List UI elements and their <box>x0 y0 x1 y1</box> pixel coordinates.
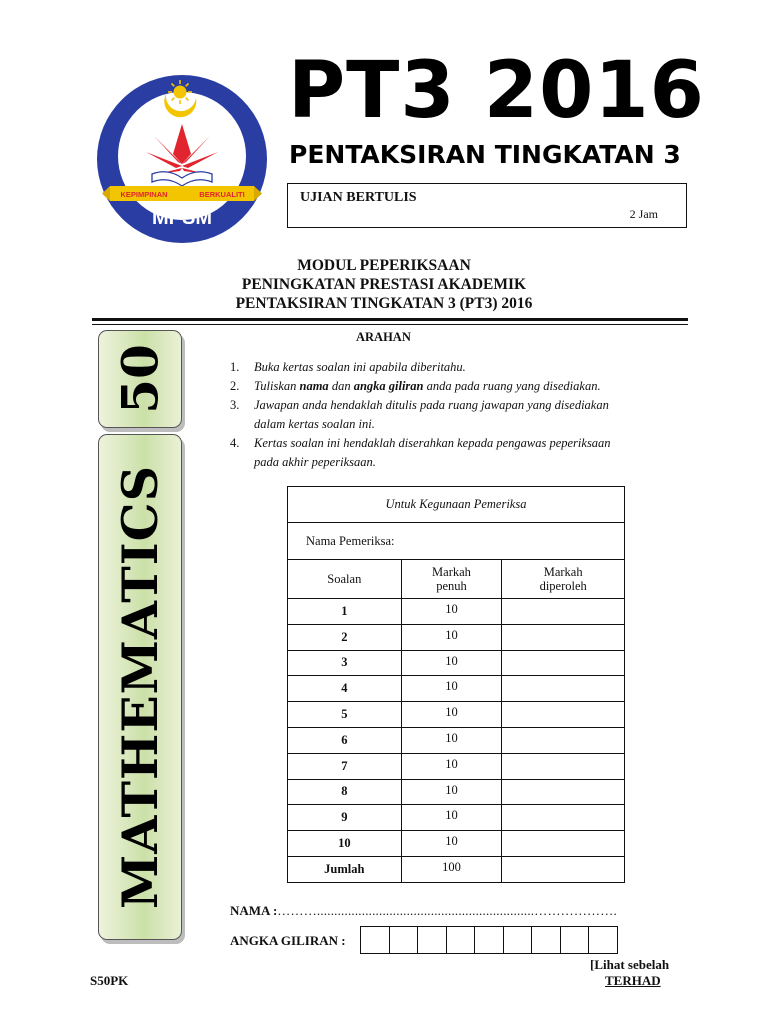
question-number: 8 <box>288 779 402 805</box>
instruction-number: 3. <box>230 398 240 412</box>
full-marks: 10 <box>401 624 502 650</box>
marks-obtained-cell[interactable] <box>502 702 625 728</box>
instruction-text: Tuliskan <box>254 379 300 393</box>
total-marks-obtained-cell[interactable] <box>502 856 625 882</box>
instruction-text: Jawapan anda hendaklah ditulis pada ruang jawapan yang disediakan <box>254 398 609 412</box>
instruction-item <box>230 377 670 396</box>
table-row <box>288 779 625 805</box>
mpsm-logo <box>96 74 268 244</box>
logo-motto-left: KEPIMPINAN <box>120 190 168 199</box>
full-marks: 10 <box>401 805 502 831</box>
marks-obtained-cell[interactable] <box>502 779 625 805</box>
index-digit-box[interactable] <box>560 926 590 954</box>
marks-obtained-cell[interactable] <box>502 676 625 702</box>
restricted-label: TERHAD <box>605 973 661 988</box>
table-row <box>288 805 625 831</box>
exam-title: PT3 2016 <box>288 46 705 136</box>
see-next-page-note: [Lihat sebelah <box>590 957 670 972</box>
full-marks: 10 <box>401 727 502 753</box>
column-header-full-marks: Markah penuh <box>401 560 502 599</box>
marks-obtained-cell[interactable] <box>502 727 625 753</box>
marks-obtained-cell[interactable] <box>502 805 625 831</box>
logo-motto-right: BERKUALITI <box>199 190 245 199</box>
index-digit-box[interactable] <box>588 926 618 954</box>
table-row <box>288 831 625 857</box>
instructions-heading: ARAHAN <box>356 330 411 344</box>
index-digit-box[interactable] <box>503 926 533 954</box>
exam-info-box <box>287 183 687 228</box>
question-number: 6 <box>288 727 402 753</box>
question-number: 1 <box>288 599 402 625</box>
logo-name: MPSM <box>152 207 212 229</box>
index-digit-box[interactable] <box>446 926 476 954</box>
divider-thick <box>92 318 688 321</box>
name-dotted-line[interactable]: ………...............................................................………………. <box>277 903 617 918</box>
table-row <box>288 599 625 625</box>
full-marks: 10 <box>401 702 502 728</box>
marks-obtained-cell[interactable] <box>502 624 625 650</box>
instruction-number: 2. <box>230 379 240 393</box>
total-label: Jumlah <box>288 856 402 882</box>
instruction-text-continued: pada akhir peperiksaan. <box>254 455 376 469</box>
marks-obtained-cell[interactable] <box>502 831 625 857</box>
name-label: NAMA : <box>230 903 278 918</box>
table-row <box>288 753 625 779</box>
index-digit-box[interactable] <box>360 926 390 954</box>
instruction-number: 1. <box>230 360 240 374</box>
marks-obtained-cell[interactable] <box>502 753 625 779</box>
table-caption: Untuk Kegunaan Pemeriksa <box>288 487 625 523</box>
question-number: 10 <box>288 831 402 857</box>
module-heading-line1: MODUL PEPERIKSAAN <box>297 257 471 274</box>
examiner-name-field[interactable]: Nama Pemeriksa: <box>288 523 625 560</box>
instruction-text: anda pada ruang yang disediakan. <box>423 379 601 393</box>
full-marks: 10 <box>401 753 502 779</box>
index-digit-box[interactable] <box>531 926 561 954</box>
module-heading-line3: PENTAKSIRAN TINGKATAN 3 (PT3) 2016 <box>235 295 533 312</box>
marks-obtained-cell[interactable] <box>502 650 625 676</box>
exam-type: UJIAN BERTULIS <box>300 190 417 205</box>
exam-duration: 2 Jam <box>629 207 658 221</box>
table-row <box>288 650 625 676</box>
instruction-emphasis: angka giliran <box>353 379 424 393</box>
index-number-boxes <box>361 926 618 954</box>
instruction-item <box>230 358 670 377</box>
instruction-emphasis: nama <box>299 379 329 393</box>
table-row <box>288 676 625 702</box>
column-header-question: Soalan <box>288 560 402 599</box>
marks-obtained-cell[interactable] <box>502 599 625 625</box>
paper-code-footer: S50PK <box>90 973 129 988</box>
full-marks: 10 <box>401 779 502 805</box>
subject-tab <box>98 434 182 940</box>
paper-code: 50 <box>110 344 170 414</box>
full-marks: 10 <box>401 650 502 676</box>
full-marks: 10 <box>401 831 502 857</box>
instruction-item <box>230 396 670 434</box>
sun-icon <box>168 80 192 104</box>
total-row <box>288 856 625 882</box>
examiner-marks-table <box>287 486 625 883</box>
question-number: 9 <box>288 805 402 831</box>
question-number: 2 <box>288 624 402 650</box>
module-heading-line2: PENINGKATAN PRESTASI AKADEMIK <box>241 276 527 293</box>
full-marks: 10 <box>401 676 502 702</box>
table-row <box>288 702 625 728</box>
exam-subtitle: PENTAKSIRAN TINGKATAN 3 <box>289 140 681 169</box>
total-full-marks: 100 <box>401 856 502 882</box>
instruction-text: Buka kertas soalan ini apabila diberitahu. <box>254 360 466 374</box>
instruction-text: dan <box>328 379 354 393</box>
instruction-number: 4. <box>230 436 240 450</box>
index-digit-box[interactable] <box>474 926 504 954</box>
divider-thin <box>92 324 688 325</box>
subject-name: MATHEMATICS <box>111 464 169 910</box>
table-row <box>288 624 625 650</box>
index-digit-box[interactable] <box>417 926 447 954</box>
index-number-label: ANGKA GILIRAN : <box>230 933 346 948</box>
paper-code-tab <box>98 330 182 428</box>
index-digit-box[interactable] <box>389 926 419 954</box>
question-number: 4 <box>288 676 402 702</box>
column-header-marks-obtained: Markah diperoleh <box>502 560 625 599</box>
full-marks: 10 <box>401 599 502 625</box>
instruction-item <box>230 434 670 472</box>
question-number: 3 <box>288 650 402 676</box>
instruction-text: Kertas soalan ini hendaklah diserahkan kepada pengawas peperiksaan <box>254 436 611 450</box>
candidate-name-field[interactable] <box>230 903 617 919</box>
table-row <box>288 727 625 753</box>
instruction-text-continued: dalam kertas soalan ini. <box>254 417 375 431</box>
question-number: 7 <box>288 753 402 779</box>
question-number: 5 <box>288 702 402 728</box>
